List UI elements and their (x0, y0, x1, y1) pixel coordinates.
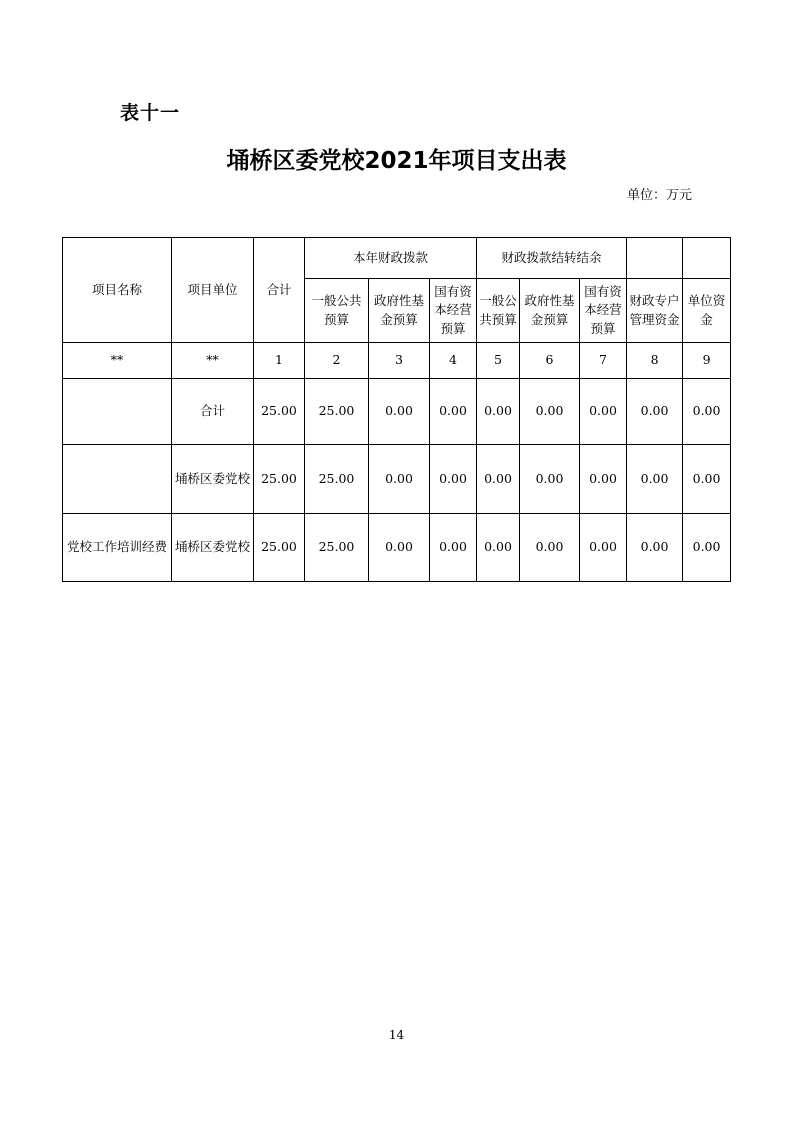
header-carry-state-capital-budget: 国有资本经营预算 (580, 279, 627, 343)
row-total: 25.00 (254, 379, 305, 445)
row-fund-budget: 0.00 (369, 445, 430, 514)
row-state-capital-budget: 0.00 (430, 445, 477, 514)
header-carryover-group: 财政拨款结转结余 (477, 238, 627, 279)
index-cell: ** (172, 343, 254, 379)
header-general-budget: 一般公共预算 (305, 279, 369, 343)
row-project-unit: 埇桥区委党校 (172, 445, 254, 514)
header-fund-budget: 政府性基金预算 (369, 279, 430, 343)
row-carry-fund-budget: 0.00 (520, 379, 580, 445)
row-carry-state-capital-budget: 0.00 (580, 379, 627, 445)
header-blank-9 (683, 238, 731, 279)
row-unit-fund: 0.00 (683, 514, 731, 582)
header-row-1 (63, 238, 731, 279)
row-project-unit: 埇桥区委党校 (172, 514, 254, 582)
header-current-year-group: 本年财政拨款 (305, 238, 477, 279)
row-general-budget: 25.00 (305, 379, 369, 445)
row-general-budget: 25.00 (305, 514, 369, 582)
row-carry-general-budget: 0.00 (477, 514, 520, 582)
header-blank-8 (627, 238, 683, 279)
header-unit-fund: 单位资金 (683, 279, 731, 343)
index-cell: 5 (477, 343, 520, 379)
header-project-unit: 项目单位 (172, 238, 254, 343)
header-carry-general-budget: 一般公共预算 (477, 279, 520, 343)
row-carry-fund-budget: 0.00 (520, 445, 580, 514)
unit-note: 单位：万元 (626, 188, 692, 203)
row-state-capital-budget: 0.00 (430, 514, 477, 582)
row-fund-budget: 0.00 (369, 379, 430, 445)
table-row (63, 379, 731, 445)
row-carry-state-capital-budget: 0.00 (580, 514, 627, 582)
row-general-budget: 25.00 (305, 445, 369, 514)
row-unit-fund: 0.00 (683, 379, 731, 445)
header-total: 合计 (254, 238, 305, 343)
index-cell: ** (63, 343, 172, 379)
row-project-name (63, 445, 172, 514)
document-title: 埇桥区委党校2021年项目支出表 (226, 148, 567, 174)
header-state-capital-budget: 国有资本经营预算 (430, 279, 477, 343)
table-row (63, 445, 731, 514)
index-cell: 6 (520, 343, 580, 379)
project-expenditure-table (62, 237, 731, 582)
row-unit-fund: 0.00 (683, 445, 731, 514)
row-carry-general-budget: 0.00 (477, 445, 520, 514)
row-carry-fund-budget: 0.00 (520, 514, 580, 582)
index-cell: 2 (305, 343, 369, 379)
row-special-fund: 0.00 (627, 379, 683, 445)
index-cell: 1 (254, 343, 305, 379)
row-state-capital-budget: 0.00 (430, 379, 477, 445)
header-carry-fund-budget: 政府性基金预算 (520, 279, 580, 343)
row-special-fund: 0.00 (627, 445, 683, 514)
index-row (63, 343, 731, 379)
index-cell: 8 (627, 343, 683, 379)
index-cell: 9 (683, 343, 731, 379)
index-cell: 7 (580, 343, 627, 379)
index-cell: 3 (369, 343, 430, 379)
row-special-fund: 0.00 (627, 514, 683, 582)
page-number: 14 (388, 1028, 405, 1042)
row-carry-state-capital-budget: 0.00 (580, 445, 627, 514)
index-cell: 4 (430, 343, 477, 379)
header-special-fund: 财政专户管理资金 (627, 279, 683, 343)
header-project-name: 项目名称 (63, 238, 172, 343)
row-project-name (63, 379, 172, 445)
row-fund-budget: 0.00 (369, 514, 430, 582)
row-project-unit: 合计 (172, 379, 254, 445)
row-total: 25.00 (254, 445, 305, 514)
row-total: 25.00 (254, 514, 305, 582)
table-label: 表十一 (120, 102, 181, 124)
row-project-name: 党校工作培训经费 (63, 514, 172, 582)
table-row (63, 514, 731, 582)
row-carry-general-budget: 0.00 (477, 379, 520, 445)
